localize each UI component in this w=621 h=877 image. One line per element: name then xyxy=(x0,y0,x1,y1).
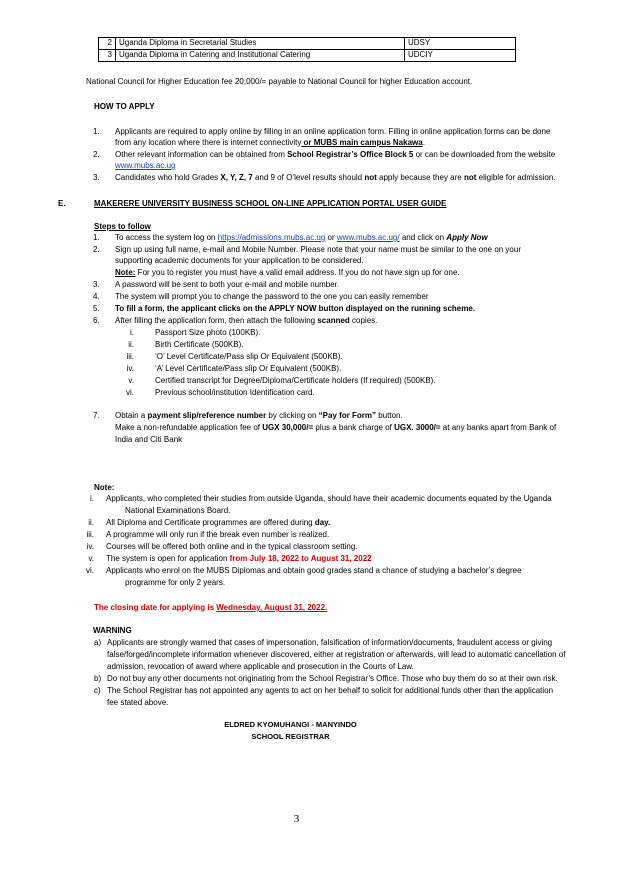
step-note: Note: For you to register you must have a valid email address. If you do not have sign up for one. xyxy=(115,268,460,277)
warning-item-continuation: fee stated above. xyxy=(107,698,169,707)
programme-code: UDSY xyxy=(405,38,516,50)
steps-heading: Steps to follow xyxy=(94,222,151,231)
warning-item-continuation: false/forged/incomplete information whenever discovered, either at registration or afterwards, will lead to automatic cancellation of xyxy=(107,650,566,659)
attachment-marker: vi. xyxy=(126,388,134,397)
section-heading: MAKERERE UNIVERSITY BUSINESS SCHOOL ON-LINE APPLICATION PORTAL USER GUIDE xyxy=(94,199,447,208)
note-item: Applicants who enrol on the MUBS Diplomas and obtain good grades stand a chance of studying a bachelor’s degree xyxy=(106,566,522,575)
note-marker: iii. xyxy=(86,530,94,539)
warning-heading: WARNING xyxy=(93,626,132,635)
mubs-website-link[interactable]: www.mubs.ac.ug xyxy=(115,161,176,170)
list-marker: 1. xyxy=(93,127,100,136)
attachment-marker: v. xyxy=(128,376,134,385)
warning-marker: c) xyxy=(94,686,101,695)
attachment-item: ‘O’ Level Certificate/Pass slip Or Equivalent (500KB). xyxy=(155,352,343,361)
attachment-item: Previous school/institution Identification card. xyxy=(155,388,315,397)
list-marker: 3. xyxy=(93,173,100,182)
note-marker: ii. xyxy=(88,518,94,527)
warning-item: Applicants are strongly warned that cases of impersonation, falsification of information/documents, fraudulent access or giving xyxy=(107,638,553,647)
step-item: The system will prompt you to change the password to the one you can easily remember xyxy=(115,292,429,301)
step-marker: 4. xyxy=(93,292,100,301)
registrar-name: ELDRED KYOMUHANGI - MANYINDO xyxy=(224,720,357,729)
page-number: 3 xyxy=(293,813,300,825)
note-item: Applicants, who completed their studies from outside Uganda, should have their academic documents equated by the Uganda xyxy=(106,494,552,503)
step-item: To fill a form, the applicant clicks on the APPLY NOW button displayed on the running scheme. xyxy=(115,304,476,313)
list-item: Other relevant information can be obtained from School Registrar’s Office Block 5 or can be downloaded from the website xyxy=(115,150,556,159)
step-item-continuation: Make a non-refundable application fee of UGX 30,000/= plus a bank charge of UGX. 3000/= at any banks apart from Bank of xyxy=(115,423,557,432)
warning-item: The School Registrar has not appointed any agents to act on her behalf to solicit for additional funds other than the application xyxy=(107,686,554,695)
section-letter: E. xyxy=(58,199,66,208)
note-marker: v. xyxy=(88,554,94,563)
list-marker: 2. xyxy=(93,150,100,159)
step-item-continuation: India and Citi Bank xyxy=(115,435,183,444)
attachment-marker: iv. xyxy=(126,364,134,373)
application-period: from July 18, 2022 to August 31, 2022 xyxy=(229,554,372,563)
note-item: All Diploma and Certificate programmes are offered during day. xyxy=(106,518,331,527)
table-row xyxy=(99,50,516,62)
programmes-table xyxy=(98,37,516,62)
step-item-continuation: supporting academic documents for your application to be considered. xyxy=(115,256,364,265)
step-item: To access the system log on https://admissions.mubs.ac.ug or www.mubs.ac.ug/ and click on Apply Now xyxy=(115,233,488,242)
programme-name: Uganda Diploma in Secretarial Studies xyxy=(116,38,405,50)
list-item-continuation: from any location where there is internet connectivity or MUBS main campus Nakawa. xyxy=(115,138,425,147)
note-item: The system is open for application from July 18, 2022 to August 31, 2022 xyxy=(106,554,372,563)
programme-code: UDCIY xyxy=(405,50,516,62)
table-row xyxy=(99,38,516,50)
attachment-item: ‘A’ Level Certificate/Pass slip Or Equivalent (500KB). xyxy=(155,364,342,373)
admissions-portal-link[interactable]: https://admissions.mubs.ac.ug xyxy=(217,233,326,242)
registrar-title: SCHOOL REGISTRAR xyxy=(251,732,330,741)
attachment-item: Passport Size photo (100KB). xyxy=(155,328,261,337)
note-marker: iv. xyxy=(86,542,94,551)
step-item: Obtain a payment slip/reference number by clicking on “Pay for Form” button. xyxy=(115,411,403,420)
notes-heading: Note: xyxy=(94,483,115,492)
list-item: Applicants are required to apply online by filling in an online application form. Filling in online application forms can be done xyxy=(115,127,551,136)
step-marker: 5. xyxy=(93,304,100,313)
attachment-marker: iii. xyxy=(126,352,134,361)
how-to-apply-heading: HOW TO APPLY xyxy=(94,102,155,111)
programme-name: Uganda Diploma in Catering and Institutional Catering xyxy=(116,50,405,62)
step-marker: 3. xyxy=(93,280,100,289)
warning-item-continuation: admission, revocation of award where applicable and prosecution in the Courts of Law. xyxy=(107,662,414,671)
warning-marker: a) xyxy=(94,638,102,647)
note-item-continuation: programme for only 2 years. xyxy=(125,578,226,587)
step-marker: 1. xyxy=(93,233,100,242)
note-item: A programme will only run if the break even number is realized. xyxy=(106,530,330,539)
step-item: A password will be sent to both your e-mail and mobile number. xyxy=(115,280,340,289)
step-item: After filling the application form, then attach the following scanned copies. xyxy=(115,316,378,325)
list-item: Candidates who hold Grades X, Y, Z, 7 and 9 of O’level results should not apply because they are not eligible for admission. xyxy=(115,173,556,182)
step-marker: 6. xyxy=(93,316,100,325)
note-item: Courses will be offered both online and in the typical classroom setting. xyxy=(106,542,358,551)
attachment-item: Certified transcript for Degree/Diploma/Certificate holders (If required) (500KB). xyxy=(155,376,436,385)
note-marker: vi. xyxy=(86,566,94,575)
warning-item: Do not buy any other documents not originating from the School Registrar’s Office. Those who buy them do so at their own risk. xyxy=(107,674,558,683)
programme-number: 3 xyxy=(99,50,116,62)
note-marker: i. xyxy=(90,494,94,503)
mubs-website-link[interactable]: www.mubs.ac.ug/ xyxy=(336,233,400,242)
attachment-marker: ii. xyxy=(128,340,134,349)
step-marker: 7. xyxy=(93,411,100,420)
step-item: Sign up using full name, e-mail and Mobile Number. Please note that your name must be similar to the one on your xyxy=(115,245,521,254)
attachment-item: Birth Certificate (500KB). xyxy=(155,340,244,349)
warning-marker: b) xyxy=(94,674,102,683)
note-item-continuation: National Examinations Board. xyxy=(125,506,231,515)
nche-fee-note: National Council for Higher Education fee 20,000/= payable to National Council for higher Education account. xyxy=(86,77,473,86)
step-marker: 2. xyxy=(93,245,100,254)
closing-date: Wednesday, August 31, 2022. xyxy=(216,603,328,612)
programme-number: 2 xyxy=(99,38,116,50)
closing-date-line: The closing date for applying is Wednesday, August 31, 2022. xyxy=(94,603,328,612)
attachment-marker: i. xyxy=(130,328,134,337)
